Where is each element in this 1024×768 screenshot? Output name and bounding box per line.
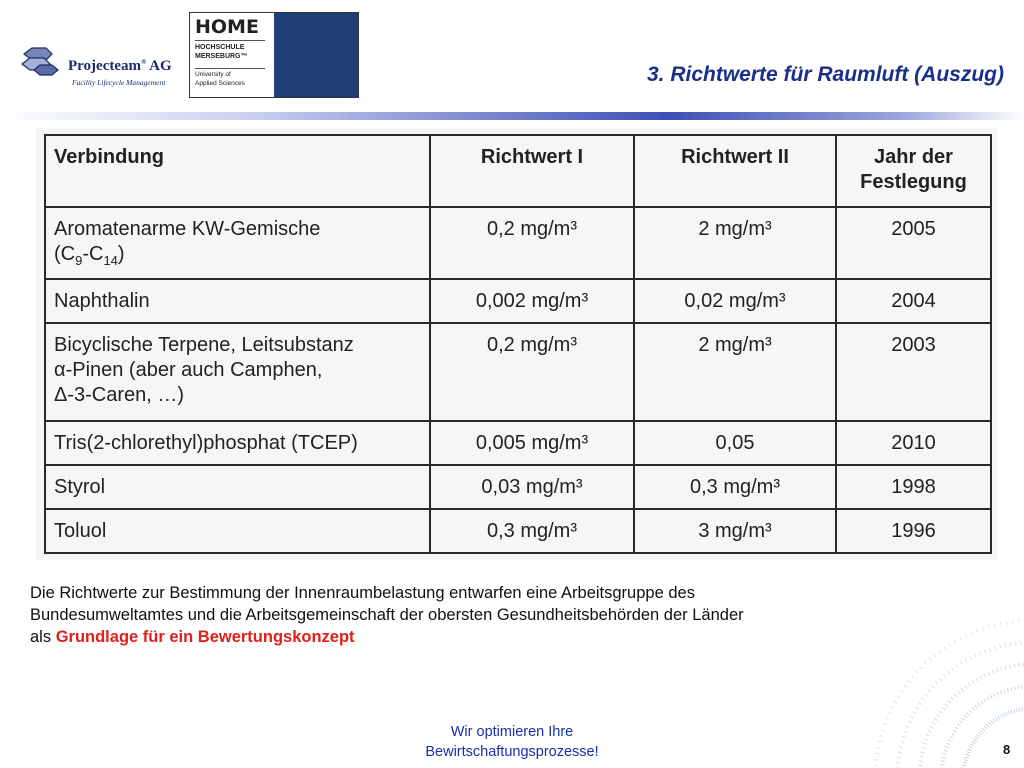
dial-tick <box>924 662 927 665</box>
cell-richtwert-1: 0,2 mg/m³ <box>430 323 634 421</box>
dial-tick <box>948 740 952 742</box>
dial-tick <box>975 737 978 739</box>
dial-tick <box>1014 664 1015 668</box>
dial-tick <box>997 668 998 672</box>
projecteam-name: Projecteam® AG <box>68 58 172 74</box>
cell-richtwert-2: 0,02 mg/m³ <box>634 279 836 323</box>
dial-tick <box>996 717 998 720</box>
dial-tick <box>945 704 948 707</box>
header-gradient-bar <box>0 112 1024 120</box>
cell-jahr: 1996 <box>836 509 991 553</box>
dial-tick <box>932 722 936 724</box>
dial-tick <box>879 735 883 736</box>
richtwerte-table <box>44 134 992 554</box>
dial-tick <box>980 730 983 733</box>
dial-tick <box>941 761 945 762</box>
dial-tick <box>1019 663 1020 667</box>
dial-tick <box>944 646 946 649</box>
dial-tick <box>1007 688 1008 692</box>
dial-tick <box>923 743 927 744</box>
dial-tick <box>988 625 989 629</box>
logo-divider <box>195 68 265 69</box>
dial-tick <box>982 627 983 631</box>
body-paragraph: Die Richtwerte zur Bestimmung der Innenraumbelastung entwarfen eine Arbeitsgruppe des Bundesumweltamtes und die Arbeitsgemeinschaft der obersten Gesundheitsbehörden der Länder als Grundlage für ein Bewertungskonzept <box>30 584 744 646</box>
dial-tick <box>987 697 989 700</box>
dial-tick <box>934 654 937 657</box>
dial-tick <box>959 721 962 724</box>
dial-tick <box>1006 621 1007 625</box>
dial-tick <box>967 713 970 716</box>
dial-tick <box>969 746 973 748</box>
slide-title: 3. Richtwerte für Raumluft (Auszug) <box>646 63 1004 86</box>
dial-tick <box>922 748 926 749</box>
dial-tick <box>1016 641 1017 645</box>
cell-richtwert-2: 2 mg/m³ <box>634 323 836 421</box>
cell-jahr: 1998 <box>836 465 991 509</box>
dial-tick <box>973 739 976 741</box>
dial-tick <box>937 715 940 717</box>
dial-tick <box>881 729 885 730</box>
dial-tick <box>979 652 981 656</box>
dial-tick <box>993 719 995 722</box>
dial-tick <box>1011 687 1012 691</box>
dial-tick <box>949 643 951 646</box>
dial-tick <box>947 671 950 674</box>
dial-tick <box>984 650 985 654</box>
dial-tick <box>930 726 934 728</box>
cell-richtwert-1: 0,005 mg/m³ <box>430 421 634 465</box>
dial-tick <box>962 718 965 721</box>
dial-tick <box>913 712 917 714</box>
table-row <box>45 421 991 465</box>
scanned-table-image <box>36 128 998 560</box>
dial-tick <box>891 707 895 709</box>
dial-tick <box>972 741 976 743</box>
dial-tick <box>1014 709 1015 713</box>
dial-tick <box>984 699 986 702</box>
cell-verbindung: Toluol <box>45 509 430 553</box>
dial-tick <box>989 648 990 652</box>
dial-tick <box>1013 620 1014 624</box>
dial-tick <box>987 724 990 727</box>
dial-tick <box>1018 686 1019 690</box>
dial-tick <box>998 716 1000 720</box>
dial-tick <box>967 752 971 754</box>
dial-tick <box>972 708 975 711</box>
header-richtwert-2: Richtwert II <box>634 135 836 207</box>
dial-tick <box>1000 622 1001 626</box>
dial-tick <box>981 701 983 704</box>
table-row <box>45 323 991 421</box>
cell-richtwert-2: 2 mg/m³ <box>634 207 836 279</box>
dial-tick <box>992 670 994 674</box>
dial-tick <box>965 659 967 662</box>
dial-tick <box>918 703 921 705</box>
dial-tick <box>970 656 972 660</box>
dial-tick <box>995 646 996 650</box>
cell-richtwert-1: 0,3 mg/m³ <box>430 509 634 553</box>
dial-tick <box>915 671 918 674</box>
dial-tick <box>883 724 887 725</box>
dial-tick <box>938 650 940 653</box>
cell-richtwert-2: 3 mg/m³ <box>634 509 836 553</box>
dial-tick <box>926 735 930 737</box>
dial-tick <box>969 710 972 713</box>
dial-tick <box>990 695 992 699</box>
dial-tick <box>920 666 923 669</box>
dial-tick <box>897 757 901 758</box>
dial-tick <box>900 690 903 692</box>
dial-tick <box>904 685 907 687</box>
dial-tick <box>1001 667 1002 671</box>
dial-tick <box>968 749 972 751</box>
dial-tick <box>942 757 946 758</box>
dial-tick <box>897 696 900 698</box>
dial-tick <box>994 623 995 627</box>
dial-tick <box>1022 707 1023 711</box>
dial-tick <box>957 724 960 726</box>
logo-blue-panel <box>274 13 358 97</box>
dial-tick <box>979 732 982 735</box>
dial-tick <box>965 685 967 688</box>
dial-tick <box>1019 708 1020 712</box>
dial-tick <box>1005 643 1006 647</box>
dial-tick <box>960 662 962 665</box>
dial-tick <box>899 747 903 748</box>
dial-tick <box>876 747 880 748</box>
dial-tick <box>943 674 946 677</box>
dial-tick <box>961 688 964 691</box>
cell-verbindung: Tris(2-chlorethyl)phosphat (TCEP) <box>45 421 430 465</box>
dial-tick <box>925 694 928 697</box>
dial-tick <box>952 668 954 671</box>
dial-tick <box>944 750 948 751</box>
dial-tick <box>885 718 889 720</box>
dial-tick <box>900 741 904 742</box>
dial-tick <box>907 680 910 682</box>
cell-verbindung: Naphthalin <box>45 279 430 323</box>
dial-tick <box>875 754 879 755</box>
dial-tick <box>924 739 928 740</box>
dial-tick <box>948 700 951 703</box>
dial-tick <box>904 731 908 732</box>
dial-tick <box>939 678 942 681</box>
dial-tick <box>1008 711 1010 715</box>
dial-tick <box>929 658 932 661</box>
dial-tick <box>945 747 949 748</box>
dial-tick <box>953 730 956 732</box>
dial-tick <box>919 761 923 762</box>
dial-tick <box>932 686 935 689</box>
dial-tick <box>935 682 938 685</box>
cell-jahr: 2010 <box>836 421 991 465</box>
logo-divider <box>195 40 265 41</box>
dial-tick <box>1001 715 1003 719</box>
dial-tick <box>919 756 923 757</box>
dial-tick <box>1010 665 1011 669</box>
dial-tick <box>984 674 986 678</box>
table-row <box>45 509 991 553</box>
dial-tick <box>928 690 931 693</box>
dial-tick <box>991 721 993 724</box>
footer-slogan: Wir optimieren Ihre Bewirtschaftungsprozesse! <box>425 724 599 760</box>
dial-tick <box>970 744 974 746</box>
dial-tick <box>966 754 970 755</box>
dial-tick <box>946 743 950 745</box>
header-jahr: Jahr der Festlegung <box>836 135 991 207</box>
dial-tick <box>976 629 978 633</box>
dial-tick <box>918 765 922 766</box>
table-row <box>45 465 991 509</box>
dial-scale-icon <box>860 575 1024 768</box>
dial-tick <box>984 726 987 729</box>
dial-tick <box>954 694 957 697</box>
dial-tick <box>951 697 954 700</box>
dial-tick <box>982 728 985 731</box>
dial-tick <box>940 764 944 765</box>
cell-richtwert-2: 0,05 <box>634 421 836 465</box>
dial-tick <box>920 752 924 753</box>
dial-tick <box>959 637 961 641</box>
cell-verbindung: Bicyclische Terpene, Leitsubstanz α-Pinen (aber auch Camphen, Δ-3-Caren, …) <box>45 323 430 421</box>
dial-tick <box>1011 710 1012 714</box>
dial-tick <box>1000 691 1001 695</box>
dial-tick <box>968 683 970 686</box>
dial-tick <box>1004 689 1005 693</box>
dial-tick <box>997 692 999 696</box>
cell-jahr: 2003 <box>836 323 991 421</box>
cell-verbindung: Aromatenarme KW-Gemische $(C_9-C_{14})$ <box>45 207 430 279</box>
dial-tick <box>898 752 902 753</box>
page-number: 8 <box>1003 742 1011 757</box>
dial-tick <box>976 678 978 682</box>
cell-richtwert-1: 0,03 mg/m³ <box>430 465 634 509</box>
table-header-row <box>45 135 991 207</box>
dial-tick <box>980 676 982 680</box>
cell-jahr: 2005 <box>836 207 991 279</box>
dial-tick <box>971 631 973 635</box>
dial-tick <box>965 757 969 758</box>
dial-tick <box>988 672 990 676</box>
dial-tick <box>954 640 956 644</box>
dial-tick <box>964 760 968 761</box>
dial-tick <box>951 733 955 735</box>
hochschule-merseburg-logo <box>189 12 359 98</box>
projecteam-hexagon-icon <box>18 44 66 78</box>
dial-tick <box>910 716 914 718</box>
dial-tick <box>975 654 977 658</box>
dial-tick <box>934 719 937 721</box>
dial-tick <box>922 698 925 700</box>
dial-tick <box>888 712 892 714</box>
dial-tick <box>894 701 898 703</box>
dial-tick <box>989 722 992 725</box>
cell-richtwert-2: 0,3 mg/m³ <box>634 465 836 509</box>
cell-richtwert-1: 0,002 mg/m³ <box>430 279 634 323</box>
dial-tick <box>896 763 900 764</box>
dial-tick <box>975 705 978 708</box>
dial-tick <box>994 693 996 697</box>
dial-tick <box>950 736 954 738</box>
dial-tick <box>955 727 958 729</box>
dial-tick <box>978 703 980 706</box>
table-row <box>45 207 991 279</box>
dial-tick <box>1014 686 1015 690</box>
cell-verbindung: Styrol <box>45 465 430 509</box>
cell-richtwert-1: 0,2 mg/m³ <box>430 207 634 279</box>
dial-tick <box>965 634 967 638</box>
dial-tick <box>1010 642 1011 646</box>
dial-tick <box>908 721 912 723</box>
dial-tick <box>977 734 980 737</box>
slide-header <box>0 0 1024 112</box>
projecteam-tagline: Facility Lifecycle Management <box>72 78 166 87</box>
header-verbindung: Verbindung <box>45 135 430 207</box>
dial-tick <box>1000 645 1001 649</box>
dial-tick <box>964 715 967 718</box>
dial-tick <box>911 675 914 678</box>
dial-tick <box>878 741 882 742</box>
dial-tick <box>963 762 967 763</box>
projecteam-logo <box>18 42 172 92</box>
table-row <box>45 279 991 323</box>
header-richtwert-1: Richtwert I <box>430 135 634 207</box>
home-wordmark: HOME <box>195 16 259 38</box>
dial-tick <box>963 765 967 766</box>
decorative-dial-scale <box>860 575 1024 768</box>
dial-tick <box>1022 685 1023 689</box>
dial-tick <box>874 760 878 761</box>
home-school-name: HOCHSCHULE MERSEBURG™ <box>195 44 248 60</box>
dial-tick <box>958 691 961 694</box>
dial-tick <box>902 736 906 737</box>
dial-tick <box>956 665 958 668</box>
highlight-text: Grundlage für ein Bewertungskonzept <box>55 628 355 646</box>
dial-tick <box>1003 713 1005 717</box>
dial-tick <box>906 726 910 728</box>
dial-tick <box>972 680 974 683</box>
dial-tick <box>1016 708 1017 712</box>
dial-tick <box>1006 712 1008 716</box>
dial-tick <box>939 711 942 713</box>
home-uas-name: University of Applied Sciences <box>195 71 245 87</box>
dial-tick <box>942 707 945 709</box>
dial-tick <box>928 731 932 733</box>
dial-tick <box>1005 666 1006 670</box>
cell-jahr: 2004 <box>836 279 991 323</box>
dial-tick <box>943 754 947 755</box>
dial-tick <box>916 707 919 709</box>
